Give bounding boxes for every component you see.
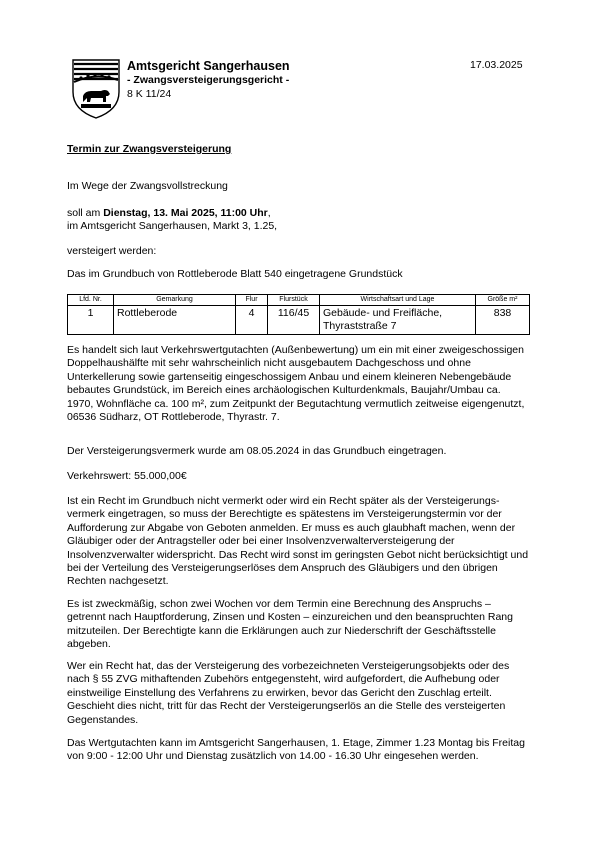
document-date: 17.03.2025: [470, 59, 523, 71]
versteigert-text: versteigert werden:: [67, 245, 157, 257]
case-number: 8 K 11/24: [127, 88, 172, 100]
document-title: Termin zur Zwangsversteigerung: [67, 143, 232, 155]
court-subtitle: - Zwangsversteigerungsgericht -: [127, 74, 290, 86]
coat-of-arms-icon: [71, 58, 121, 120]
table-header-row: [68, 295, 530, 306]
property-description: Es handelt sich laut Verkehrswertgutachten (Außenbewertung) um ein mit einer zweigeschossigen Doppelhaushälfte mit sehr wahrscheinlich nicht ausgebautem Dachgeschoss und ohne Unterkellerung sowie gartenseitig eingeschossigem Anbau und einem kleineren Nebengebäude bebautes Grundstück, im Bereich eines archäologischen Kulturdenkmals, Baujahr/Umbau ca. 1970, Wohnfläche ca. 100 m², zum Zeitpunkt der Begutachtung vermutlich zeitweise eigengenutzt, 06536 Südharz, OT Rottleberode, Thyrastr. 7.: [67, 344, 525, 424]
cell-gemarkung: Rottleberode: [114, 306, 236, 335]
termin-line: [67, 207, 529, 220]
header-gemarkung: Gemarkung: [114, 295, 236, 306]
vermerk-text: Der Versteigerungsvermerk wurde am 08.05.2024 in das Grundbuch eingetragen.: [67, 445, 447, 457]
cell-wirtschaftsart: Gebäude- und Freifläche, Thyraststraße 7: [320, 306, 476, 335]
intro-text: Im Wege der Zwangsvollstreckung: [67, 180, 228, 192]
cell-flur: 4: [236, 306, 268, 335]
wer-recht-paragraph: Wer ein Recht hat, das der Versteigerung des vorbezeichneten Versteigerungsobjekts oder des nach § 55 ZVG mithaftenden Zubehörs entgegensteht, wird aufgefordert, die Aufhebung oder einstweilige Einstellung des Verfahrens zu erwirken, bevor das Gericht den Zuschlag erteilt. Geschieht dies nicht, tritt für das Recht der Versteigerungserlös an die Stelle des versteigerten Gegenstandes.: [67, 660, 510, 726]
cell-groesse: 838: [476, 306, 530, 335]
termin-location: im Amtsgericht Sangerhausen, Markt 3, 1.25,: [67, 220, 278, 232]
verkehrswert-text: Verkehrswert: 55.000,00€: [67, 470, 187, 482]
termin-suffix: ,: [267, 207, 271, 219]
cell-lfd-nr: 1: [68, 306, 114, 335]
header-flur: Flur: [236, 295, 268, 306]
recht-paragraph: Ist ein Recht im Grundbuch nicht vermerkt oder wird ein Recht später als der Versteigerungs-vermerk eingetragen, so muss der Berechtigte es spätestens im Versteigerungstermin vor der Aufforderung zur Abgabe von Geboten anmelden. Er muss es auch glaubhaft machen, wenn der Gläubiger oder der Antragsteller oder bei einer Insolvenzverwalterversteigerung der Insolvenzverwalter widerspricht. Das Recht wird sonst im geringsten Gebot nicht berücksichtigt und bei der Verteilung des Versteigerungserlöses dem Anspruch des Gläubigers und den übrigen Rechten nachgesetzt.: [67, 495, 529, 588]
termin-datetime: Dienstag, 13. Mai 2025, 11:00 Uhr: [103, 207, 268, 219]
property-table: [67, 294, 530, 335]
header-flurstueck: Flurstück: [268, 295, 320, 306]
grundbuch-intro: Das im Grundbuch von Rottleberode Blatt 540 eingetragene Grundstück: [67, 268, 403, 280]
header-lfd-nr: Lfd. Nr.: [68, 295, 114, 306]
court-name: Amtsgericht Sangerhausen: [127, 59, 290, 73]
header-wirtschaftsart: Wirtschaftsart und Lage: [320, 295, 476, 306]
table-row: [68, 306, 530, 335]
cell-flurstueck: 116/45: [268, 306, 320, 335]
header-groesse: Größe m²: [476, 295, 530, 306]
gutachten-paragraph: Das Wertgutachten kann im Amtsgericht Sangerhausen, 1. Etage, Zimmer 1.23 Montag bis Freitag von 9:00 - 12:00 Uhr und Dienstag zusätzlich von 14.00 - 16.30 Uhr eingesehen werden.: [67, 737, 525, 763]
termin-prefix: soll am: [67, 207, 104, 219]
zweckmaessig-paragraph: Es ist zweckmäßig, schon zwei Wochen vor dem Termin eine Berechnung des Anspruchs – getrennt nach Hauptforderung, Zinsen und Kosten – einzureichen und den beanspruchten Rang mitzuteilen. Der Berechtigte kann die Erklärungen auch zur Niederschrift der Geschäftsstelle abgeben.: [67, 598, 513, 651]
